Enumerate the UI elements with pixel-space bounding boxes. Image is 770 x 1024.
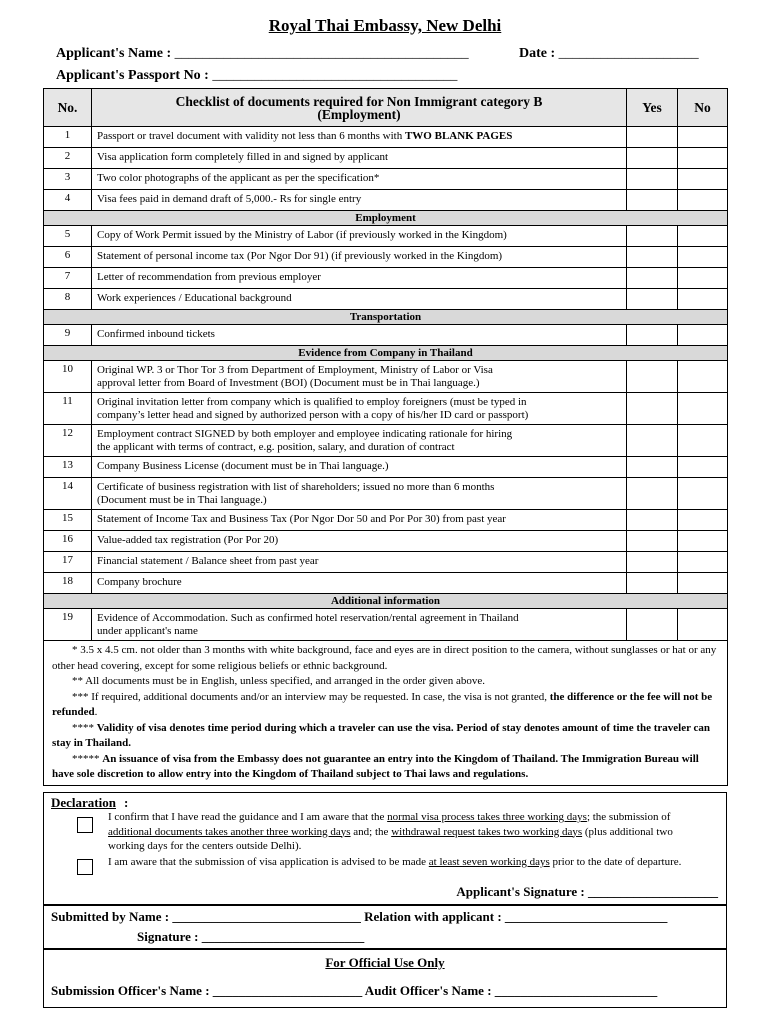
row-document-text: [92, 247, 627, 268]
row-text-emphasis: TWO BLANK PAGES: [404, 130, 513, 142]
section-heading: Transportation: [44, 310, 728, 325]
notes-row: [44, 641, 728, 786]
table-row: [44, 609, 728, 641]
applicant-name-field[interactable]: __________________________________________: [174, 46, 469, 61]
no-checkbox-cell[interactable]: [678, 510, 728, 531]
yes-checkbox-cell[interactable]: [627, 325, 678, 346]
no-checkbox-cell[interactable]: [678, 247, 728, 268]
yes-checkbox-cell[interactable]: [627, 289, 678, 310]
no-checkbox-cell[interactable]: [678, 289, 728, 310]
table-row: [44, 226, 728, 247]
column-header-no: No.: [44, 89, 92, 127]
yes-checkbox-cell[interactable]: [627, 478, 678, 510]
row-text-line1: Statement of Income Tax and Business Tax (Por Ngor Dor 50 and Por Por 30) from past year: [97, 513, 506, 525]
officer-names-line[interactable]: Submission Officer's Name : _______________________ Audit Officer's Name : _________________________: [51, 983, 658, 998]
table-row: [44, 325, 728, 346]
note-4: **** Validity of visa denotes time period during which a traveler can use the visa. Period of stay denotes amount of time the traveler can stay in Thailand.: [52, 721, 711, 749]
row-document-text: [92, 268, 627, 289]
row-document-text: [92, 457, 627, 478]
row-number: 8: [44, 289, 92, 310]
yes-checkbox-cell[interactable]: [627, 148, 678, 169]
section-row: [44, 594, 728, 609]
declaration-colon: :: [124, 795, 129, 810]
notes-cell: [44, 641, 728, 786]
note-2: ** All documents must be in English, unless specified, and arranged in the order given above.: [72, 675, 486, 687]
table-row: [44, 169, 728, 190]
row-document-text: [92, 169, 627, 190]
row-text-line1: Passport or travel document with validity not less than 6 months with: [97, 130, 405, 142]
row-text-line2: company’s letter head and signed by authorized person with a copy of his/her ID card or passport): [97, 409, 529, 421]
row-text-line1: Value-added tax registration (Por Por 20): [97, 534, 279, 546]
yes-checkbox-cell[interactable]: [627, 268, 678, 289]
row-text-line1: Statement of personal income tax (Por Ngor Dor 91) (if previously worked in the Kingdom): [97, 250, 503, 262]
row-text-line2: the applicant with terms of contract, e.g. position, salary, and duration of contract: [97, 441, 455, 453]
row-document-text: [92, 531, 627, 552]
table-row: [44, 457, 728, 478]
row-text-line1: Two color photographs of the applicant as per the specification*: [97, 172, 380, 184]
official-use-title: For Official Use Only: [325, 955, 445, 970]
row-number: 16: [44, 531, 92, 552]
declaration-title: Declaration: [51, 795, 116, 810]
yes-checkbox-cell[interactable]: [627, 531, 678, 552]
row-number: 7: [44, 268, 92, 289]
section-heading: Additional information: [44, 594, 728, 609]
section-row: [44, 211, 728, 226]
submitter-signature-line[interactable]: Signature : _________________________: [137, 929, 365, 944]
yes-checkbox-cell[interactable]: [627, 425, 678, 457]
column-header-yes: Yes: [627, 89, 678, 127]
row-text-line1: Company Business License (document must be in Thai language.): [97, 460, 389, 472]
yes-checkbox-cell[interactable]: [627, 609, 678, 641]
row-number: 3: [44, 169, 92, 190]
row-text-line1: Work experiences / Educational background: [97, 292, 292, 304]
table-row: [44, 425, 728, 457]
yes-checkbox-cell[interactable]: [627, 247, 678, 268]
checklist-table: [43, 88, 728, 786]
no-checkbox-cell[interactable]: [678, 478, 728, 510]
row-text-line2: approval letter from Board of Investment (BOI) (Document must be in Thai language.): [97, 377, 480, 389]
row-text-line1: Original invitation letter from company which is qualified to employ foreigners (must be typed in: [97, 396, 527, 408]
no-checkbox-cell[interactable]: [678, 127, 728, 148]
row-number: 5: [44, 226, 92, 247]
row-number: 17: [44, 552, 92, 573]
submitted-box: [43, 905, 727, 949]
row-number: 12: [44, 425, 92, 457]
page-title: Royal Thai Embassy, New Delhi: [268, 16, 502, 35]
row-document-text: [92, 425, 627, 457]
applicant-name-row: [56, 46, 469, 62]
row-document-text: [92, 393, 627, 425]
row-text-line2: under applicant's name: [97, 625, 198, 637]
yes-checkbox-cell[interactable]: [627, 226, 678, 247]
row-document-text: [92, 510, 627, 531]
note-1: * 3.5 x 4.5 cm. not older than 3 months with white background, face and eyes are in direct position to the camera, without sunglasses or hat or any other head covering, except for some religious beliefs or ethnic background.: [52, 644, 717, 672]
passport-label: Applicant's Passport No :: [56, 68, 209, 83]
section-heading: Evidence from Company in Thailand: [44, 346, 728, 361]
yes-checkbox-cell[interactable]: [627, 169, 678, 190]
no-checkbox-cell[interactable]: [678, 190, 728, 211]
no-checkbox-cell[interactable]: [678, 325, 728, 346]
no-checkbox-cell[interactable]: [678, 169, 728, 190]
row-text-line1: Letter of recommendation from previous employer: [97, 271, 321, 283]
row-text-line1: Evidence of Accommodation. Such as confirmed hotel reservation/rental agreement in Thailand: [97, 612, 519, 624]
yes-checkbox-cell[interactable]: [627, 457, 678, 478]
row-number: 6: [44, 247, 92, 268]
row-document-text: [92, 325, 627, 346]
section-heading: Employment: [44, 211, 728, 226]
table-row: [44, 190, 728, 211]
row-text-line1: Visa fees paid in demand draft of 5,000.- Rs for single entry: [97, 193, 362, 205]
column-header-checklist: [92, 89, 627, 127]
row-text-line1: Original WP. 3 or Thor Tor 3 from Department of Employment, Ministry of Labor or Visa: [97, 364, 493, 376]
no-checkbox-cell[interactable]: [678, 361, 728, 393]
row-document-text: [92, 226, 627, 247]
row-number: 10: [44, 361, 92, 393]
table-row: [44, 552, 728, 573]
applicant-signature-field[interactable]: Applicant's Signature : ____________________: [456, 884, 718, 899]
checklist-title-line2: (Employment): [317, 106, 401, 122]
yes-checkbox-cell[interactable]: [627, 510, 678, 531]
row-number: 4: [44, 190, 92, 211]
official-use-box: [43, 949, 727, 1008]
table-row: [44, 478, 728, 510]
table-row: [44, 247, 728, 268]
no-checkbox-cell[interactable]: [678, 226, 728, 247]
declaration-text-1: I confirm that I have read the guidance and I am aware that the normal visa process takes three working days; the submission of additional documents takes another three working days and; the withdrawal request takes two working days (plus additional two working days for the centers outside Delhi).: [108, 811, 673, 852]
row-number: 13: [44, 457, 92, 478]
table-row: [44, 268, 728, 289]
declaration-checkbox-2[interactable]: [77, 859, 93, 875]
declaration-checkbox-1[interactable]: [77, 817, 93, 833]
row-number: 19: [44, 609, 92, 641]
passport-row: [56, 68, 457, 84]
table-row: [44, 127, 728, 148]
yes-checkbox-cell[interactable]: [627, 393, 678, 425]
no-checkbox-cell[interactable]: [678, 268, 728, 289]
table-row: [44, 361, 728, 393]
row-text-line1: Certificate of business registration with list of shareholders; issued no more than 6 months: [97, 481, 495, 493]
row-text-line1: Financial statement / Balance sheet from past year: [97, 555, 319, 567]
table-row: [44, 148, 728, 169]
yes-checkbox-cell[interactable]: [627, 573, 678, 594]
table-row: [44, 393, 728, 425]
row-number: 1: [44, 127, 92, 148]
table-row: [44, 573, 728, 594]
row-document-text: [92, 609, 627, 641]
no-checkbox-cell[interactable]: [678, 393, 728, 425]
row-document-text: [92, 361, 627, 393]
applicant-name-label: Applicant's Name :: [56, 46, 172, 61]
row-number: 18: [44, 573, 92, 594]
no-checkbox-cell[interactable]: [678, 552, 728, 573]
row-document-text: [92, 148, 627, 169]
row-document-text: [92, 573, 627, 594]
checklist-title-line1: Checklist of documents required for Non Immigrant category B: [175, 93, 543, 109]
table-row: [44, 531, 728, 552]
column-header-no-answer: No: [678, 89, 728, 127]
row-number: 2: [44, 148, 92, 169]
passport-field[interactable]: ___________________________________: [212, 68, 458, 83]
row-number: 11: [44, 393, 92, 425]
table-header-row: [44, 89, 728, 127]
yes-checkbox-cell[interactable]: [627, 190, 678, 211]
row-document-text: [92, 190, 627, 211]
note-3: *** If required, additional documents and/or an interview may be requested. In case, the visa is not granted, the difference or the fee will not be refunded.: [52, 690, 713, 718]
declaration-box: [43, 792, 727, 905]
date-label: Date :: [519, 46, 556, 61]
note-5: ***** An issuance of visa from the Embassy does not guarantee an entry into the Kingdom of Thailand. The Immigration Bureau will have sole discretion to allow entry into the Kingdom of Thailand subject to Thai laws and regulations.: [52, 752, 699, 780]
row-text-line1: Copy of Work Permit issued by the Ministry of Labor (if previously worked in the Kingdom): [97, 229, 507, 241]
no-checkbox-cell[interactable]: [678, 609, 728, 641]
section-row: [44, 310, 728, 325]
row-text-line2: (Document must be in Thai language.): [97, 494, 267, 506]
date-field[interactable]: ____________________: [558, 46, 699, 61]
row-number: 14: [44, 478, 92, 510]
row-document-text: [92, 478, 627, 510]
row-document-text: [92, 552, 627, 573]
no-checkbox-cell[interactable]: [678, 148, 728, 169]
no-checkbox-cell[interactable]: [678, 531, 728, 552]
section-row: [44, 346, 728, 361]
yes-checkbox-cell[interactable]: [627, 361, 678, 393]
yes-checkbox-cell[interactable]: [627, 552, 678, 573]
table-row: [44, 510, 728, 531]
row-document-text: [92, 127, 627, 148]
no-checkbox-cell[interactable]: [678, 573, 728, 594]
table-row: [44, 289, 728, 310]
row-number: 15: [44, 510, 92, 531]
no-checkbox-cell[interactable]: [678, 457, 728, 478]
row-number: 9: [44, 325, 92, 346]
date-row: [519, 46, 699, 62]
row-text-line1: Company brochure: [97, 576, 182, 588]
row-text-line1: Employment contract SIGNED by both employer and employee indicating rationale for hiring: [97, 428, 513, 440]
row-document-text: [92, 289, 627, 310]
row-text-line1: Confirmed inbound tickets: [97, 328, 215, 340]
submitted-by-line[interactable]: Submitted by Name : _____________________________ Relation with applicant : _________________________: [51, 909, 668, 924]
row-text-line1: Visa application form completely filled in and signed by applicant: [97, 151, 389, 163]
declaration-text-2: I am aware that the submission of visa application is advised to be made at least seven working days prior to the date of departure.: [108, 856, 682, 868]
yes-checkbox-cell[interactable]: [627, 127, 678, 148]
no-checkbox-cell[interactable]: [678, 425, 728, 457]
